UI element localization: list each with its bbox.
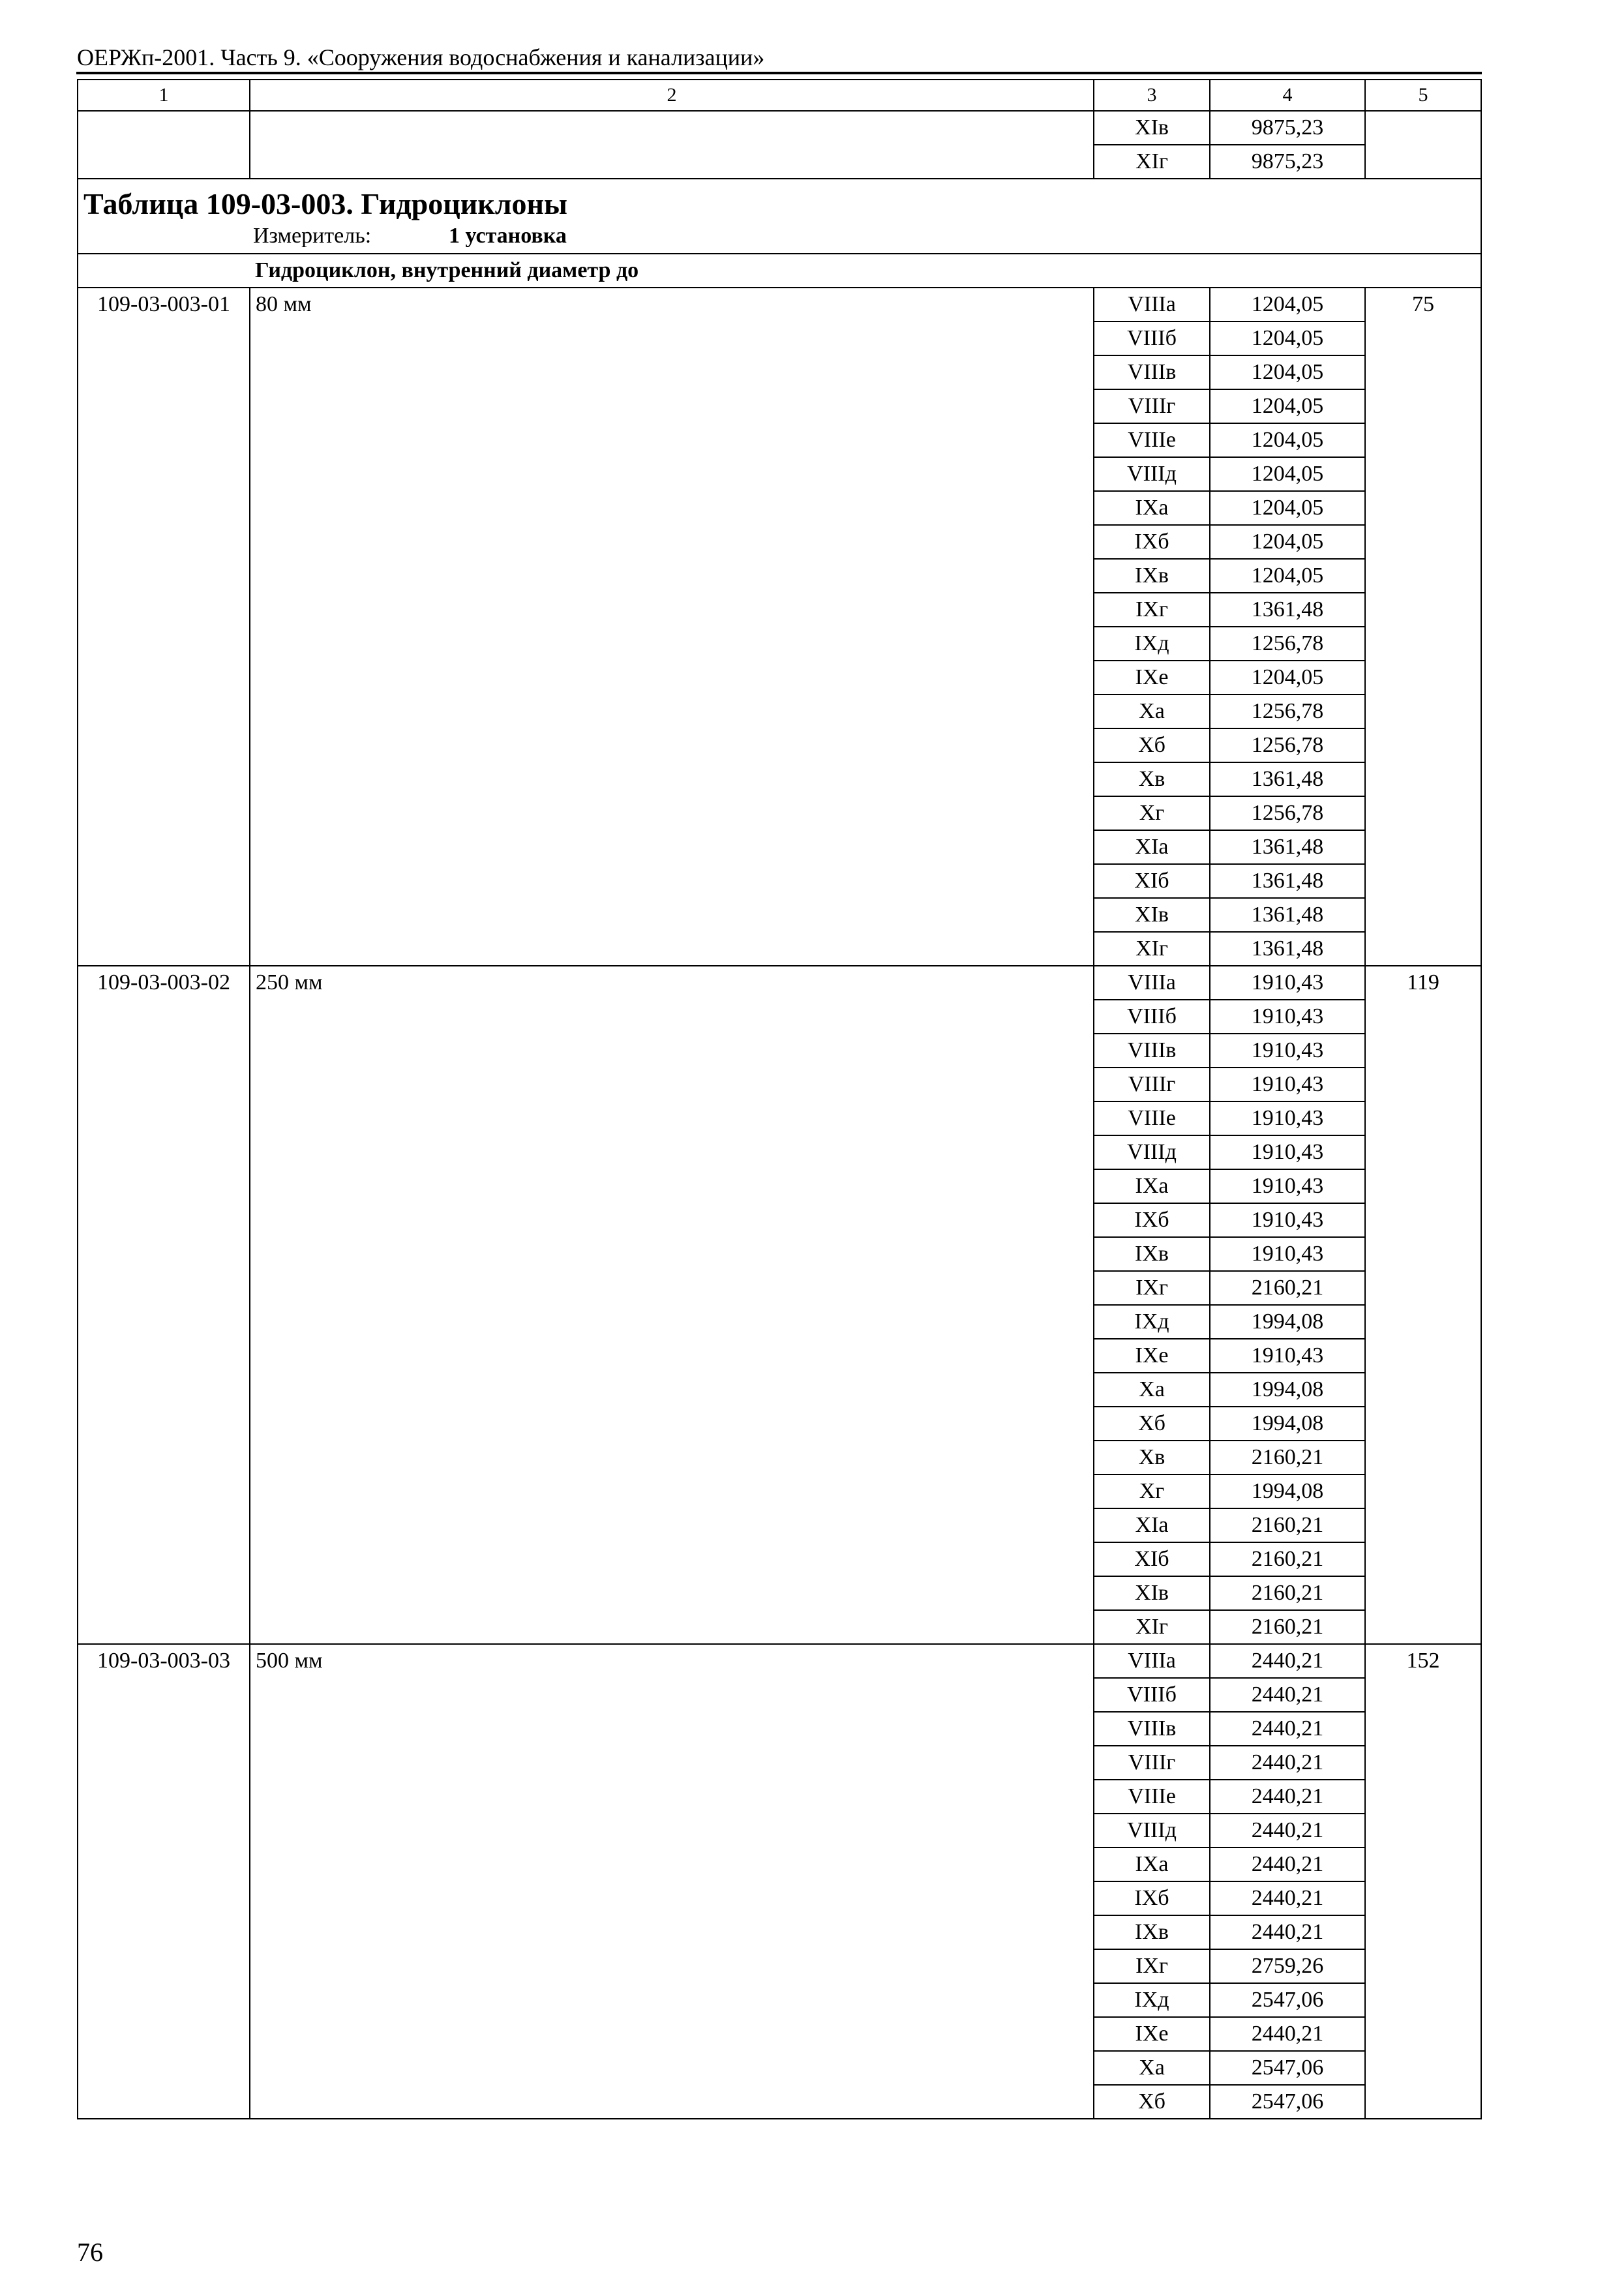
empty-code-cell [78,111,250,179]
price-cell: 1994,08 [1210,1373,1365,1407]
table-title-row [78,179,1481,254]
zone-cell: VIIIв [1094,355,1210,389]
zone-cell: XIв [1094,1576,1210,1610]
zone-cell: VIIIб [1094,322,1210,355]
zone-cell: VIIIг [1094,1746,1210,1780]
zone-cell: IXв [1094,1237,1210,1271]
zone-cell: Xа [1094,2051,1210,2085]
price-table [77,79,1482,2119]
zone-cell: XIг [1094,145,1210,179]
zone-cell: IXе [1094,1339,1210,1373]
zone-cell: XIб [1094,864,1210,898]
table-row [78,288,1481,322]
subheading-row [78,254,1481,288]
zone-cell: IXе [1094,2017,1210,2051]
zone-cell: Xб [1094,2085,1210,2119]
zone-cell: IXб [1094,1881,1210,1915]
price-cell: 1204,05 [1210,322,1365,355]
zone-cell: VIIIд [1094,457,1210,491]
zone-cell: VIIIа [1094,966,1210,1000]
column-number: 3 [1094,80,1210,111]
column-number: 2 [250,80,1094,111]
column-number: 1 [78,80,250,111]
item-code: 109-03-003-03 [78,1644,250,2119]
zone-cell: IXд [1094,1305,1210,1339]
zone-cell: IXг [1094,1271,1210,1305]
zone-cell: VIIIе [1094,1780,1210,1814]
zone-cell: IXе [1094,661,1210,695]
price-cell: 2440,21 [1210,1780,1365,1814]
price-cell: 1910,43 [1210,1135,1365,1169]
price-cell: 2160,21 [1210,1542,1365,1576]
zone-cell: VIIIе [1094,423,1210,457]
empty-name-cell [250,111,1094,179]
zone-cell: VIIIг [1094,1068,1210,1101]
price-cell: 2440,21 [1210,1881,1365,1915]
zone-cell: XIв [1094,898,1210,932]
price-cell: 2160,21 [1210,1508,1365,1542]
zone-cell: XIб [1094,1542,1210,1576]
price-cell: 1910,43 [1210,1339,1365,1373]
zone-cell: Xв [1094,1441,1210,1474]
price-cell: 1994,08 [1210,1474,1365,1508]
price-cell: 2440,21 [1210,1678,1365,1712]
price-cell: 1256,78 [1210,627,1365,661]
price-cell: 1910,43 [1210,1068,1365,1101]
price-cell: 1994,08 [1210,1407,1365,1441]
price-cell: 1361,48 [1210,898,1365,932]
zone-cell: IXв [1094,559,1210,593]
zone-cell: XIв [1094,111,1210,145]
price-cell: 1204,05 [1210,423,1365,457]
zone-cell: VIIIа [1094,1644,1210,1678]
price-cell: 1204,05 [1210,288,1365,322]
price-cell: 1910,43 [1210,1203,1365,1237]
table-title-cell [78,179,1481,254]
price-cell: 2440,21 [1210,2017,1365,2051]
zone-cell: XIа [1094,830,1210,864]
price-cell: 1256,78 [1210,728,1365,762]
zone-cell: IXа [1094,1848,1210,1881]
price-cell: 2440,21 [1210,1746,1365,1780]
price-cell: 2759,26 [1210,1949,1365,1983]
table-row [78,1644,1481,1678]
zone-cell: Xг [1094,796,1210,830]
price-cell: 1910,43 [1210,1101,1365,1135]
price-cell: 2160,21 [1210,1610,1365,1644]
zone-cell: Xв [1094,762,1210,796]
zone-cell: VIIIб [1094,1000,1210,1034]
price-cell: 2440,21 [1210,1814,1365,1848]
price-cell: 1910,43 [1210,1000,1365,1034]
item-name: 250 мм [250,966,1094,1644]
zone-cell: IXб [1094,525,1210,559]
item-code: 109-03-003-01 [78,288,250,966]
table-title: Таблица 109-03-003. Гидроциклоны [83,187,567,220]
zone-cell: IXг [1094,593,1210,627]
zone-cell: VIIIе [1094,1101,1210,1135]
column-number-row [78,80,1481,111]
price-table-body [78,80,1481,2119]
zone-cell: VIIIд [1094,1814,1210,1848]
zone-cell: VIIIг [1094,389,1210,423]
price-cell: 2160,21 [1210,1271,1365,1305]
price-cell: 1204,05 [1210,457,1365,491]
zone-cell: VIIIб [1094,1678,1210,1712]
column-number: 5 [1365,80,1481,111]
price-cell: 1361,48 [1210,830,1365,864]
zone-cell: VIIIв [1094,1712,1210,1746]
price-cell: 9875,23 [1210,145,1365,179]
subheading: Гидроциклон, внутренний диаметр до [250,254,1481,288]
measure-value: 1 установка [449,224,567,248]
zone-cell: XIа [1094,1508,1210,1542]
zone-cell: Xа [1094,1373,1210,1407]
price-cell: 2160,21 [1210,1576,1365,1610]
zone-cell: IXд [1094,627,1210,661]
price-cell: 1204,05 [1210,559,1365,593]
price-cell: 1910,43 [1210,1169,1365,1203]
item-name: 500 мм [250,1644,1094,2119]
column-number: 4 [1210,80,1365,111]
price-cell: 1910,43 [1210,966,1365,1000]
zone-cell: IXв [1094,1915,1210,1949]
price-cell: 2160,21 [1210,1441,1365,1474]
zone-cell: Xа [1094,695,1210,728]
zone-cell: VIIIд [1094,1135,1210,1169]
zone-cell: IXа [1094,491,1210,525]
item-col5: 152 [1365,1644,1481,2119]
price-cell: 1361,48 [1210,864,1365,898]
price-cell: 1256,78 [1210,695,1365,728]
table-row [78,966,1481,1000]
zone-cell: Xг [1094,1474,1210,1508]
measure-label: Измеритель: [253,224,372,248]
price-cell: 1204,05 [1210,525,1365,559]
zone-cell: Xб [1094,728,1210,762]
zone-cell: IXд [1094,1983,1210,2017]
price-cell: 2547,06 [1210,2085,1365,2119]
zone-cell: VIIIв [1094,1034,1210,1068]
price-cell: 1204,05 [1210,491,1365,525]
price-cell: 2440,21 [1210,1915,1365,1949]
zone-cell: IXа [1094,1169,1210,1203]
item-col5: 119 [1365,966,1481,1644]
price-cell: 1361,48 [1210,932,1365,966]
page-number: 76 [77,2237,103,2267]
price-cell: 1256,78 [1210,796,1365,830]
price-cell: 2440,21 [1210,1644,1365,1678]
empty-col5-cell [1365,111,1481,179]
item-col5: 75 [1365,288,1481,966]
price-cell: 1361,48 [1210,593,1365,627]
price-cell: 2440,21 [1210,1848,1365,1881]
measure-line [253,222,1475,250]
price-cell: 1204,05 [1210,389,1365,423]
price-cell: 2547,06 [1210,2051,1365,2085]
carry-over-row [78,111,1481,145]
price-cell: 1204,05 [1210,355,1365,389]
zone-cell: XIг [1094,1610,1210,1644]
zone-cell: IXг [1094,1949,1210,1983]
zone-cell: IXб [1094,1203,1210,1237]
item-code: 109-03-003-02 [78,966,250,1644]
price-cell: 2547,06 [1210,1983,1365,2017]
price-cell: 2440,21 [1210,1712,1365,1746]
zone-cell: VIIIа [1094,288,1210,322]
zone-cell: Xб [1094,1407,1210,1441]
price-cell: 1910,43 [1210,1034,1365,1068]
header-rule [76,72,1482,74]
page-header: ОЕРЖп-2001. Часть 9. «Сооружения водоснабжения и канализации» [77,44,765,70]
price-cell: 1994,08 [1210,1305,1365,1339]
price-cell: 1204,05 [1210,661,1365,695]
item-name: 80 мм [250,288,1094,966]
price-cell: 9875,23 [1210,111,1365,145]
zone-cell: XIг [1094,932,1210,966]
subheading-spacer [78,254,250,288]
price-cell: 1910,43 [1210,1237,1365,1271]
price-cell: 1361,48 [1210,762,1365,796]
